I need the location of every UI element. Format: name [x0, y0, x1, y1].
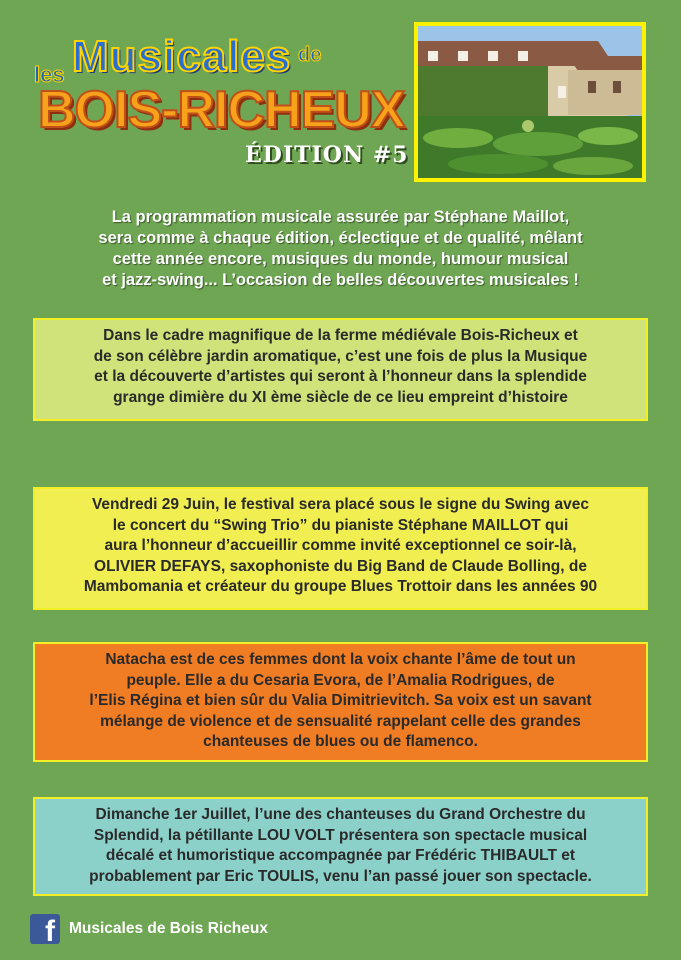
- box-line: aura l’honneur d’accueillir comme invité exceptionnel ce soir-là,: [104, 537, 577, 554]
- box-line: le concert du “Swing Trio” du pianiste Stéphane MAILLOT qui: [112, 516, 569, 534]
- box-line: Mambomania et créateur du groupe Blues Trottoir dans les années 90: [83, 578, 598, 595]
- edition-label: ÉDITION #5: [245, 142, 409, 168]
- box-line: peuple. Elle a du Cesaria Evora, de l’Amalia Rodrigues, de: [126, 671, 555, 689]
- intro-line: cette année encore, musiques du monde, humour musical: [112, 250, 569, 268]
- intro-text: [0, 207, 681, 291]
- logo-de: de: [298, 44, 322, 66]
- logo-musicales: Musicales: [72, 32, 292, 81]
- box-line: OLIVIER DEFAYS, saxophoniste du Big Band de Claude Bolling, de: [94, 557, 587, 575]
- farm-garden-illustration: [418, 26, 642, 178]
- intro-line: La programmation musicale assurée par Stéphane Maillot,: [111, 208, 570, 226]
- box-line: l’Elis Régina et bien sûr du Valia Dimitrievitch. Sa voix est un savant: [89, 692, 592, 709]
- box-line: Dans le cadre magnifique de la ferme médiévale Bois-Richeux et: [103, 327, 578, 344]
- box-line: probablement par Eric TOULIS, venu l’an passé jouer son spectacle.: [89, 867, 592, 885]
- info-box-sunday: [33, 797, 648, 896]
- box-line: de son célèbre jardin aromatique, c’est une fois de plus la Musique: [93, 347, 588, 365]
- logo-les: les: [34, 62, 65, 87]
- box-line: Natacha est de ces femmes dont la voix chante l’âme de tout un: [105, 651, 576, 668]
- facebook-icon: [30, 914, 60, 948]
- box-line: décalé et humoristique accompagnée par Frédéric THIBAULT et: [105, 847, 576, 864]
- info-box-friday: [33, 487, 648, 610]
- farm-garden-photo: [414, 22, 646, 182]
- info-box-venue: [33, 318, 648, 421]
- box-line: grange dimière du XI ème siècle de ce lieu empreint d’histoire: [113, 388, 568, 406]
- intro-line: sera comme à chaque édition, éclectique et de qualité, mêlant: [98, 229, 583, 247]
- facebook-page-name[interactable]: Musicales de Bois Richeux: [69, 920, 268, 937]
- facebook-link[interactable]: [30, 914, 268, 948]
- box-line: chanteuses de blues ou de flamenco.: [203, 733, 478, 750]
- facebook-letter: f: [45, 915, 55, 948]
- box-line: Vendredi 29 Juin, le festival sera placé sous le signe du Swing avec: [91, 496, 590, 513]
- intro-line: et jazz-swing... L’occasion de belles découvertes musicales !: [102, 271, 579, 289]
- box-line: et la découverte d’artistes qui seront à l’honneur dans la splendide: [94, 368, 587, 385]
- box-line: Dimanche 1er Juillet, l’une des chanteuses du Grand Orchestre du: [95, 806, 586, 823]
- info-box-natacha: [33, 642, 648, 762]
- festival-logo: [30, 22, 420, 192]
- logo-bois-richeux: BOIS-RICHEUX: [38, 81, 405, 139]
- box-line: Splendid, la pétillante LOU VOLT présentera son spectacle musical: [93, 826, 588, 844]
- box-line: mélange de violence et de sensualité rappelant celle des grandes: [100, 712, 581, 730]
